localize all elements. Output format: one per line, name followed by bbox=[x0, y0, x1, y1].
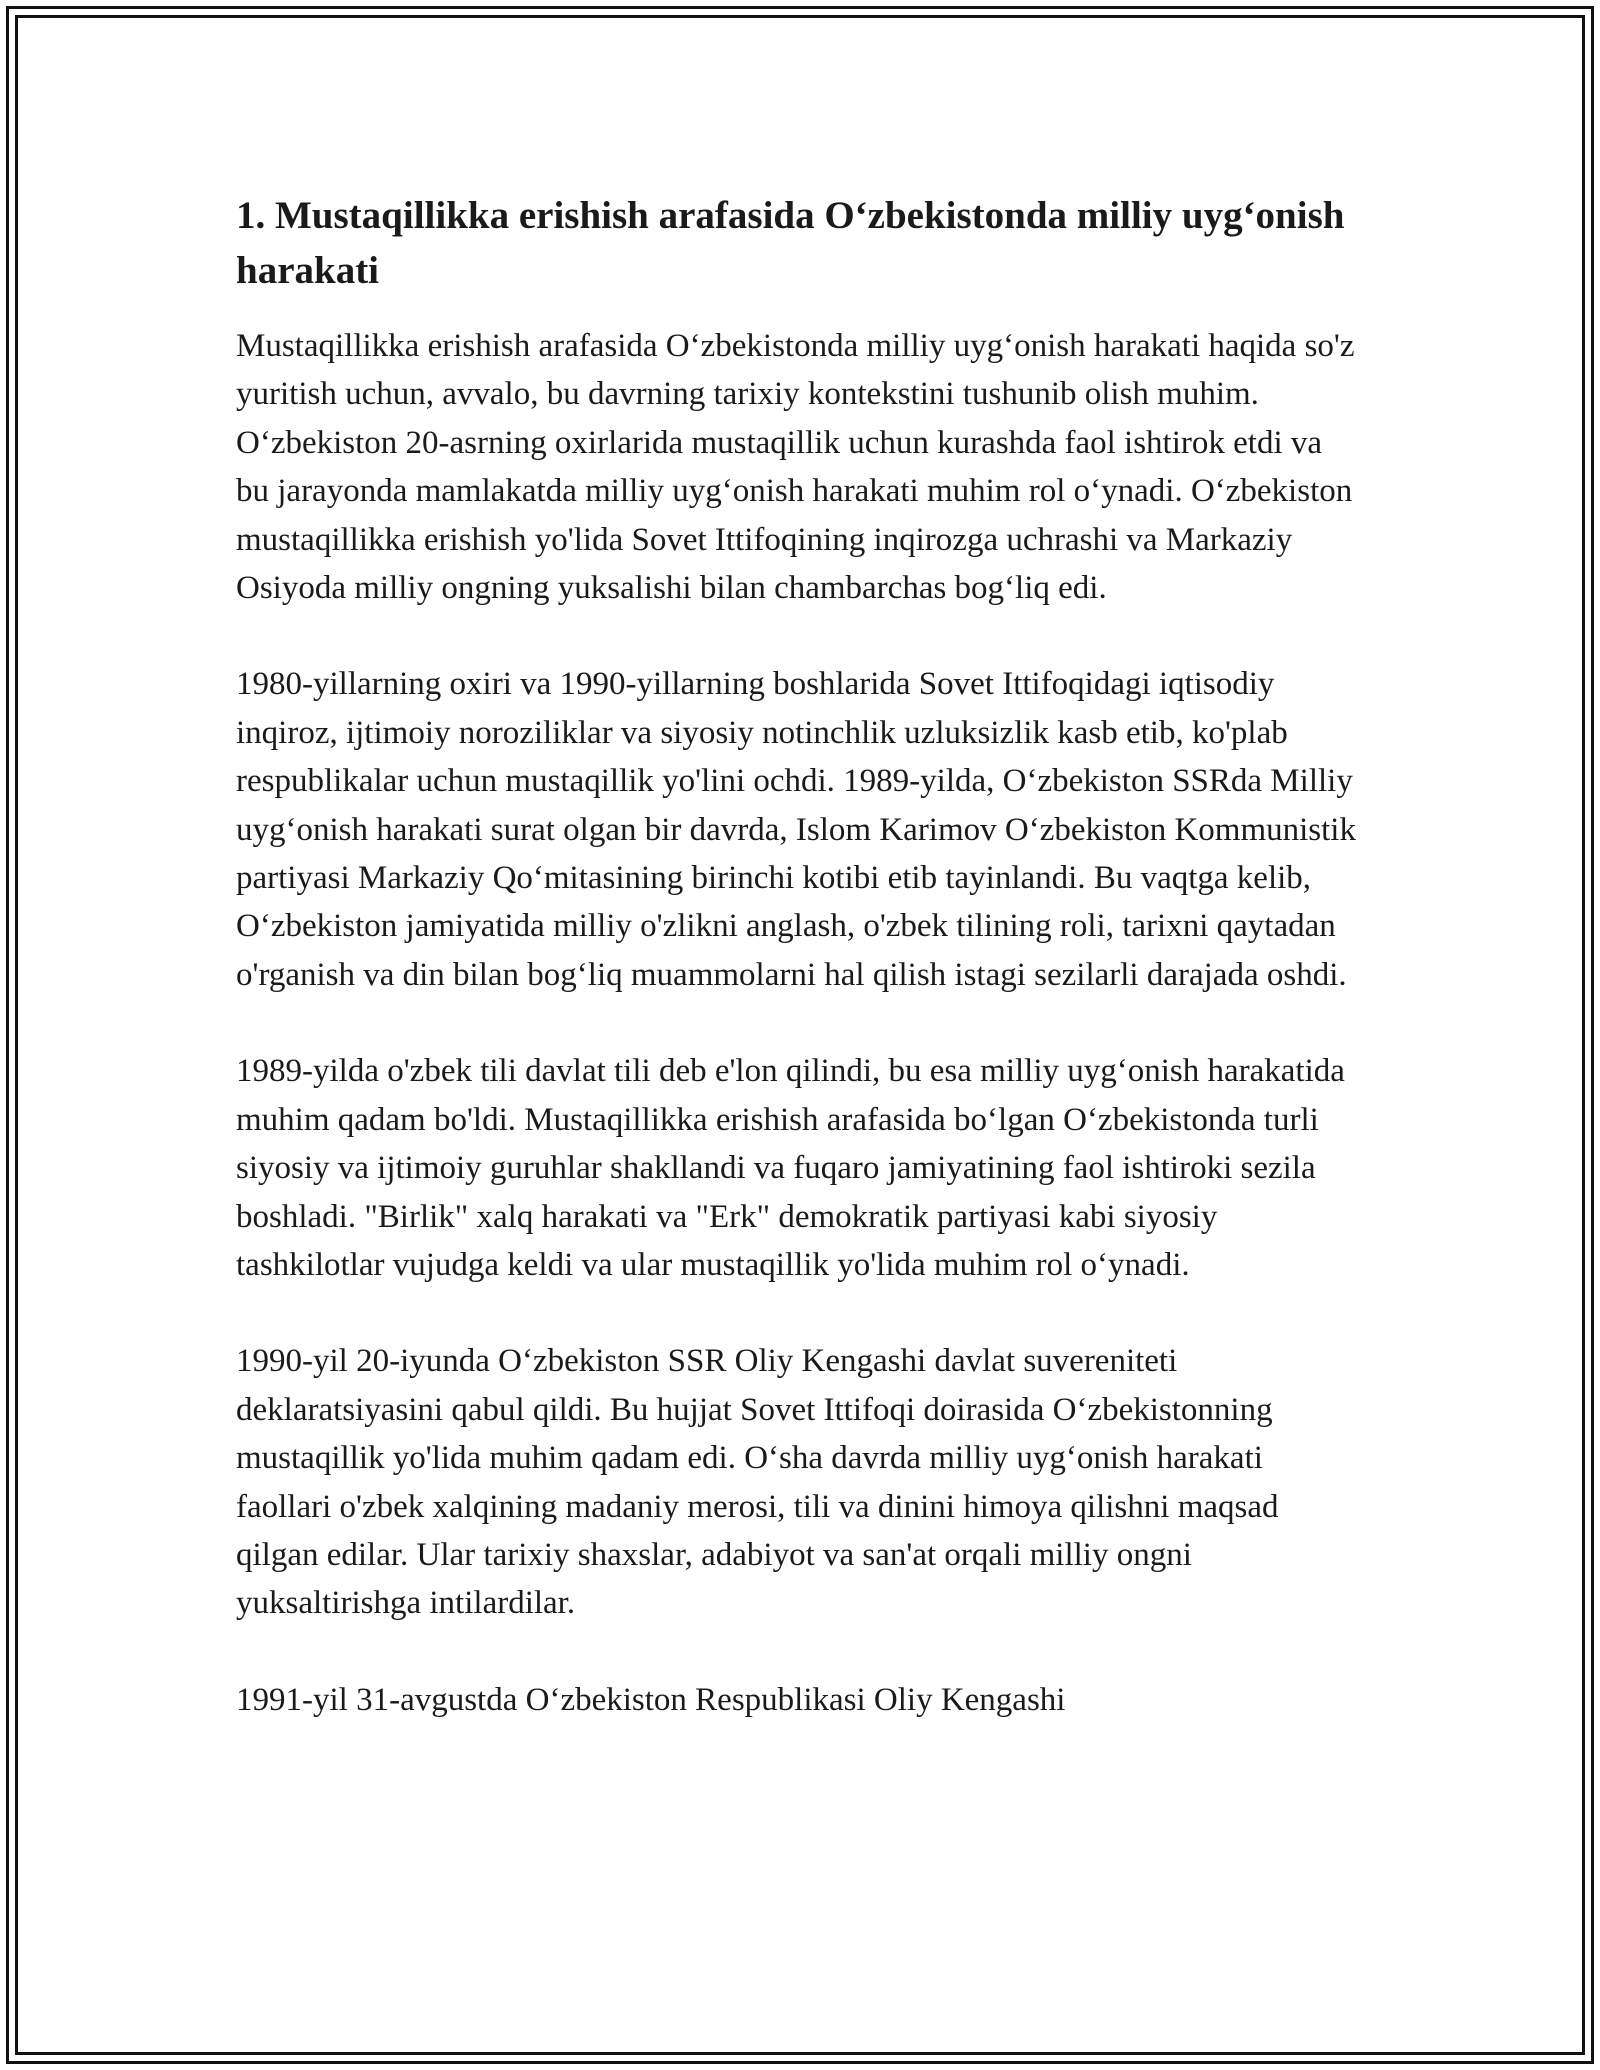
section-heading: 1. Mustaqillikka erishish arafasida O‘zbekistonda milliy uyg‘onish harakati bbox=[236, 194, 1345, 292]
paragraph-3: 1989-yilda o'zbek tili davlat tili deb e'lon qilindi, bu esa milliy uyg‘onish harakatida muhim qadam bo'ldi. Mustaqillikka erishish arafasida bo‘lgan O‘zbekistonda turli siyosiy va ijtimoiy guruhlar shakllandi va fuqaro jamiyatining faol ishtiroki sezila boshladi. "Birlik" xalq harakati va "Erk" demokratik partiyasi kabi siyosiy tashkilotlar vujudga keldi va ular mustaqillik yo'lida muhim rol o‘ynadi. bbox=[236, 1053, 1345, 1283]
paragraph-4: 1990-yil 20-iyunda O‘zbekiston SSR Oliy Kengashi davlat suvereniteti deklaratsiyasini qabul qildi. Bu hujjat Sovet Ittifoqi doirasida O‘zbekistonning mustaqillik yo'lida muhim qadam edi. O‘sha davrda milliy uyg‘onish harakati faollari o'zbek xalqining madaniy merosi, tili va dinini himoya qilishni maqsad qilgan edilar. Ular tarixiy shaxslar, adabiyot va san'at orqali milliy ongni yuksaltirishga intilardilar. bbox=[236, 1343, 1279, 1622]
paragraph-5: 1991-yil 31-avgustda O‘zbekiston Respublikasi Oliy Kengashi bbox=[236, 1681, 1066, 1718]
document-body bbox=[236, 188, 1356, 1772]
paragraph-2: 1980-yillarning oxiri va 1990-yillarning boshlarida Sovet Ittifoqidagi iqtisodiy inqiroz, ijtimoiy noroziliklar va siyosiy notinchlik uzluksizlik kasb etib, ko'plab respublikalar uchun mustaqillik yo'lini ochdi. 1989-yilda, O‘zbekiston SSRda Milliy uyg‘onish harakati surat olgan bir davrda, Islom Karimov O‘zbekiston Kommunistik partiyasi Markaziy Qo‘mitasining birinchi kotibi etib tayinlandi. Bu vaqtga kelib, O‘zbekiston jamiyatida milliy o'zlikni anglash, o'zbek tilining roli, tarixni qaytadan o'rganish va din bilan bog‘liq muammolarni hal qilish istagi sezilarli darajada oshdi. bbox=[236, 666, 1356, 993]
paragraph-1: Mustaqillikka erishish arafasida O‘zbekistonda milliy uyg‘onish harakati haqida so'z yuritish uchun, avvalo, bu davrning tarixiy kontekstini tushunib olish muhim. O‘zbekiston 20-asrning oxirlarida mustaqillik uchun kurashda faol ishtirok etdi va bu jarayonda mamlakatda milliy uyg‘onish harakati muhim rol o‘ynadi. O‘zbekiston mustaqillikka erishish yo'lida Sovet Ittifoqining inqirozga uchrashi va Markaziy Osiyoda milliy ongning yuksalishi bilan chambarchas bog‘liq edi. bbox=[236, 328, 1355, 607]
